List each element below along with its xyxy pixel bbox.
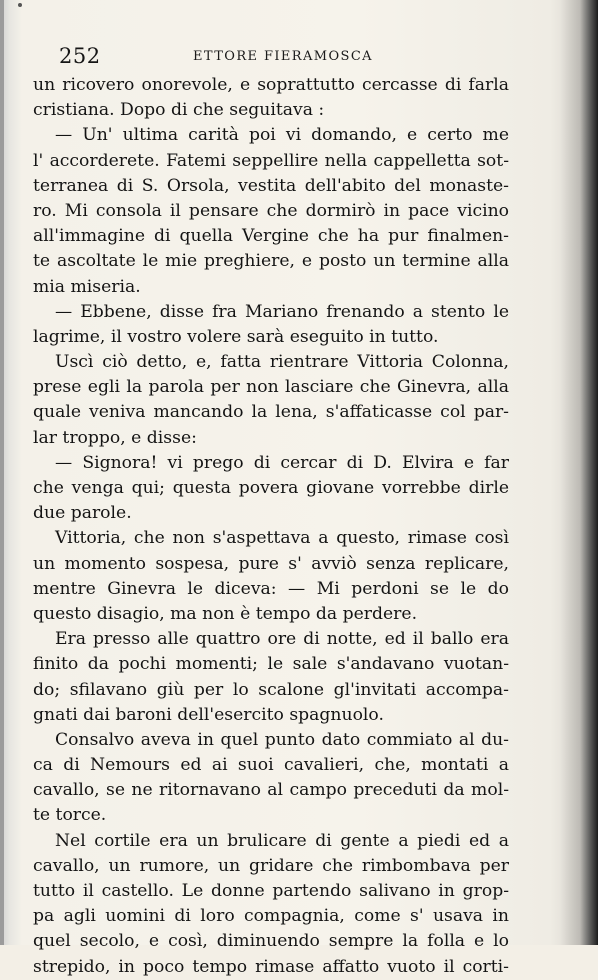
text-line: un ricovero onorevole, e soprattutto cercasse di farla (33, 75, 509, 95)
text-line: Nel cortile era un brulicare di gente a piedi ed a (55, 830, 509, 851)
text-line: questo disagio, ma non è tempo da perdere. (33, 603, 418, 624)
text-line: pa agli uomini di loro compagnia, come s' usava in (33, 906, 509, 927)
text-line: terranea di S. Orsola, vestita dell'abito del monaste- (33, 175, 509, 196)
text-line: Vittoria, che non s'aspettava a questo, rimase così (55, 528, 509, 549)
text-line: Uscì ciò detto, e, fatta rientrare Vittoria Colonna, (55, 352, 509, 373)
text-line: un momento sospesa, pure s' avviò senza replicare, (33, 553, 509, 574)
running-head: ETTORE FIERAMOSCA (193, 49, 373, 64)
ink-spot (18, 3, 22, 7)
text-line: mentre Ginevra le diceva: — Mi perdoni se le do (33, 578, 509, 599)
text-line: te torce. (33, 805, 107, 826)
text-line: strepido, in poco tempo rimase affatto vuoto il corti- (33, 956, 509, 977)
text-line: Era presso alle quattro ore di notte, ed il ballo era (55, 629, 509, 650)
text-line: quale veniva mancando la lena, s'affaticasse col par- (33, 402, 509, 423)
text-line: te ascoltate le mie preghiere, e posto un termine alla (33, 251, 509, 272)
text-line: ro. Mi consola il pensare che dormirò in pace vicino (33, 200, 509, 221)
text-line: ca di Nemours ed ai suoi cavalieri, che, montati a (33, 755, 509, 776)
text-line: finito da pochi momenti; le sale s'andavano vuotan- (33, 654, 509, 675)
text-line: do; sfilavano giù per lo scalone gl'invitati accompa- (33, 679, 509, 700)
text-line: all'immagine di quella Vergine che ha pur finalmen- (33, 226, 509, 247)
text-line: — Signora! vi prego di cercar di D. Elvira e far (55, 452, 509, 473)
text-line: cristiana. Dopo di che seguitava : (33, 100, 325, 121)
page-header (59, 44, 519, 68)
text-line: due parole. (33, 503, 132, 524)
text-line: cavallo, se ne ritornavano al campo preceduti da mol- (33, 780, 509, 801)
text-line: prese egli la parola per non lasciare che Ginevra, alla (33, 377, 509, 398)
text-line: — Ebbene, disse fra Mariano frenando a stento le (55, 301, 509, 322)
text-line: cavallo, un rumore, un gridare che rimbombava per (33, 855, 509, 876)
text-line: gnati dai baroni dell'esercito spagnuolo. (33, 704, 384, 725)
text-line: Consalvo aveva in quel punto dato commiato al du- (55, 729, 509, 750)
text-line: lar troppo, e disse: (33, 427, 197, 448)
text-line: tutto il castello. Le donne partendo salivano in grop- (33, 881, 509, 901)
text-line: l' accorderete. Fatemi seppellire nella cappelletta sot- (33, 150, 509, 171)
text-line: quel secolo, e così, diminuendo sempre la folla e lo (33, 931, 509, 952)
text-line: — Un' ultima carità poi vi domando, e certo me (55, 125, 509, 146)
text-line: mia miseria. (33, 276, 141, 297)
text-line: lagrime, il vostro volere sarà eseguito in tutto. (33, 326, 439, 347)
page-number: 252 (59, 44, 101, 68)
body-text (33, 73, 509, 980)
text-line: che venga qui; questa povera giovane vorrebbe dirle (33, 478, 509, 498)
